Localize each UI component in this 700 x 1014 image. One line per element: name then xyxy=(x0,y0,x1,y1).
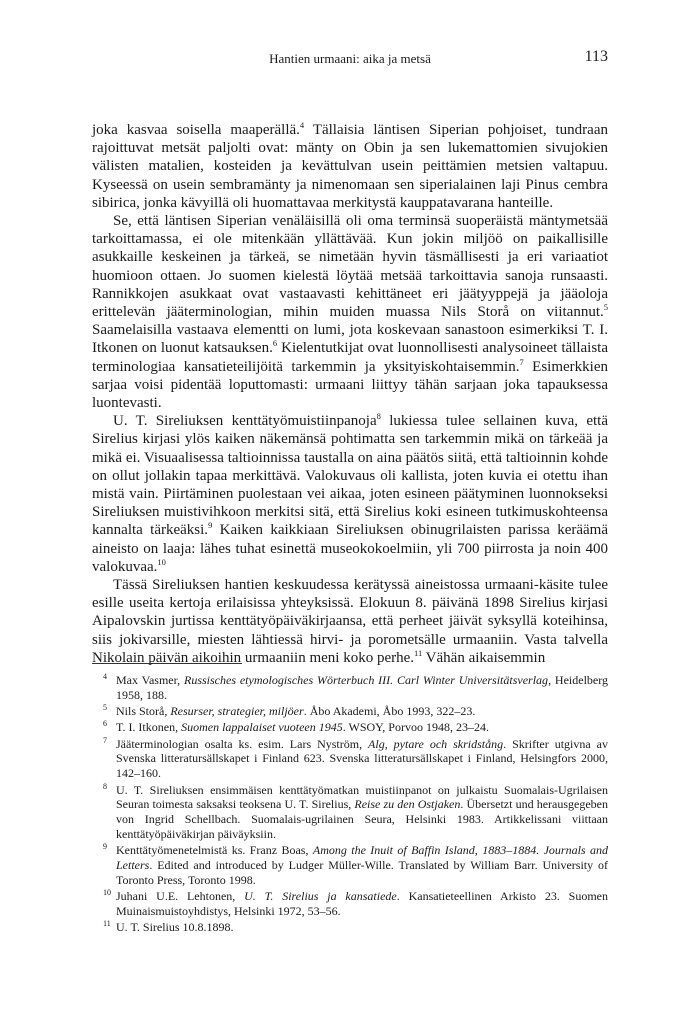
text-run: Kaiken kaikkiaan Sireliuksen obinugrilaisten parissa keräämä aineisto on laaja: lähes tuhat esinettä museokokoelmiin, yli 700 piirrosta ja noin 400 valokuvaa. xyxy=(92,522,608,575)
footnote-title: U. T. Sirelius ja kansatiede xyxy=(244,889,397,904)
footnote-number: 4 xyxy=(103,672,107,681)
text-run: Esimerkkien sarjaa voisi pidentää loputtomasti: urmaani liittyy tähän sarjaan joka tapauksessa luontevasti. xyxy=(92,358,608,412)
text-run: Saamelaisilla vastaava elementti on lumi, jota koskevaan sanastoon esimerkiksi T. I. Itkonen on luonut katsauksen. xyxy=(92,322,608,357)
paragraph-2 xyxy=(92,212,608,412)
footnote-text: . Åbo Akademi, Åbo 1993, 322–23. xyxy=(303,704,476,719)
footnote-divider xyxy=(92,663,242,664)
footnote-number: 11 xyxy=(103,919,111,929)
footnote-title: Suomen lappalaiset vuoteen 1945 xyxy=(181,720,343,735)
footnote-text: T. I. Itkonen, xyxy=(116,720,182,735)
text-run: lukiessa tulee sellainen kuva, että Sirelius kirjasi ylös kaiken näkemänsä pohtimatta sen tarkemmin mikä on tärkeää ja mikä ei. Visuaalisessa taltioinnissa taustalla on aina päätös siitä, että taltioinnin kohde on ollut jollakin tapaa merkittävä. Valokuvaus oli kallista, joten kuvia ei otettu ihan mistä vain. Piirtäminen puolestaan vei aikaa, joten esineen päätyminen luonnokseksi Sireliuksen muistivihkoon merkitsi sitä, että Sirelius koki esineen tutkimuskohteensa kannalta tärkeäksi. xyxy=(92,413,608,539)
footnote-text: U. T. Sireliuksen ensimmäisen kenttätyömatkan muistiinpanot on julkaistu Suomalais-Ugrilaisen Seuran toimesta saksaksi teoksena U. T. Sirelius, xyxy=(116,782,608,812)
footnote xyxy=(92,889,608,919)
footnote xyxy=(92,704,608,719)
footnote-text: . Übersetzt und herausgegeben von Ingrid Schellbach. Suomalais-ugrilainen Seura, Helsinki 1983. Artikkelissani viittaan kenttätyöpäiväkirjan päiväyksiin. xyxy=(116,797,608,841)
text-run: Tässä Sireliuksen hantien keskuudessa kerätyssä aineistossa urmaani-käsite tulee esille useita kertoja erilaisissa yhteyksissä. Elokuun 8. päivänä 1898 Sirelius kirjasi Aipalovskin jurtissa kenttätyöpäiväkirjaansa, että perheet jäivät syksyllä koteihinsa, siis jokivarsille, miesten lähtiessä hirvi- ja porometsälle urmaaniin. Vasta talvella Nikolain päivän aikoihin urmaaniin meni koko perhe. xyxy=(92,577,608,666)
text-run: U. T. Sireliuksen kenttätyömuistiinpanoja xyxy=(113,413,377,430)
page-number: 113 xyxy=(584,48,608,65)
footnote-text: U. T. Sirelius 10.8.1898. xyxy=(116,920,234,935)
footnote-ref[interactable]: 8 xyxy=(376,411,381,422)
paragraph-4 xyxy=(92,576,608,667)
footnote-text: Kenttätyömenetelmistä ks. Franz Boas, xyxy=(116,843,313,858)
footnote-ref[interactable]: 5 xyxy=(603,302,608,313)
footnote xyxy=(92,720,608,735)
running-head xyxy=(92,48,608,70)
running-title: Hantien urmaani: aika ja metsä xyxy=(269,51,431,66)
footnote-ref[interactable]: 4 xyxy=(299,120,305,130)
footnote-title: Reise zu den Ostjaken xyxy=(354,797,461,812)
footnote-ref[interactable]: 11 xyxy=(414,647,423,658)
footnote-text: . WSOY, Porvoo 1948, 23–24. xyxy=(342,720,489,735)
footnote xyxy=(92,737,608,781)
text-run: Tällaisia läntisen Siperian pohjoiset, tundraan rajoittuvat metsät paljolti ovat: mänty on Obin ja sen lukemattomien sivujokien välisten matalien, kosteiden ja kevättulvan usein peittämien metsien valtapuu. Kyseessä on usein sembramänty ja nimenomaan sen siperialainen laji Pinus cembra sibirica, jonka kävyillä oli huomattavaa merkitystä kauppatavarana hanteille. xyxy=(92,122,608,211)
footnote-text: Max Vasmer, xyxy=(116,673,184,687)
text-run: Kielentutkijat ovat luonnollisesti analysoineet tällaista terminologiaa kansatieteilijöitä tarkemmin ja yksityiskohtaisemmin. xyxy=(92,340,608,375)
footnote-number: 10 xyxy=(103,888,111,898)
footnote-title: Alg, pytare och skridstång xyxy=(368,736,504,751)
text-run: Se, että läntisen Siperian venäläisillä oli oma terminsä suoperäistä mäntymetsää tarkoittamassa, ei ole mitenkään yllättävää. Kun jokin miljöö on paikallisille asukkaille keskeinen ja tärkeä, se nimetään hyvin täsmällisesti ja eri variaatiot huomioon ottaen. Jo suomen kielestä löytää metsää tarkoittavia sanoja runsaasti. Rannikkojen asukkaat ovat vastaavasti kehittäneet eri jäätyyppejä ja jääoloja erittelevän jääterminologian, mihin muiden muassa Nils Storå on viitannut. xyxy=(92,213,608,321)
footnotes xyxy=(92,673,608,937)
footnote-number: 8 xyxy=(103,781,107,791)
footnote-text: . Skrifter utgivna av Svenska litteratursällskapet i Finland 623. Svenska litteratursällskapet i Finland, Helsingfors 2000, 142–160. xyxy=(116,736,608,781)
footnote-ref[interactable]: 7 xyxy=(519,356,524,367)
paragraph-3 xyxy=(92,412,608,576)
footnote-text: . Kansatieteellinen Arkisto 23. Suomen Muinaismuistoyhdistys, Helsinki 1972, 53–56. xyxy=(116,889,609,918)
footnote-number: 5 xyxy=(103,703,107,713)
footnote xyxy=(92,673,608,703)
paragraph-1 xyxy=(92,121,608,212)
footnote xyxy=(92,783,608,842)
body-text xyxy=(92,121,608,667)
footnote xyxy=(92,843,608,887)
footnote-title: Russisches etymologisches Wörterbuch III. Carl Winter Universitätsverlag xyxy=(184,673,549,687)
footnote-ref[interactable]: 9 xyxy=(208,520,213,531)
footnote-number: 7 xyxy=(103,735,107,745)
footnote-text: Juhani U.E. Lehtonen, xyxy=(116,889,245,904)
text-run: joka kasvaa soisella maaperällä. xyxy=(92,122,300,138)
text-run: Vähän aikaisemmin xyxy=(422,649,546,666)
footnote-text: . Edited and introduced by Ludger Müller-Wille. Translated by William Barr. University of Toronto Press, Toronto 1998. xyxy=(116,858,608,887)
footnote-title: Among the Inuit of Baffin Island, 1883–1884. Journals and Letters xyxy=(116,843,608,873)
footnote-ref[interactable]: 6 xyxy=(272,338,278,349)
footnote-text: , Heidelberg 1958, 188. xyxy=(116,673,609,702)
footnote-number: 9 xyxy=(103,842,107,852)
footnote-number: 6 xyxy=(103,719,107,729)
footnote-title: Resurser, strategier, miljöer xyxy=(170,704,304,719)
footnote-ref[interactable]: 10 xyxy=(157,556,166,567)
footnote xyxy=(92,920,608,935)
footnote-text: Nils Storå, xyxy=(116,704,171,719)
footnote-text: Jääterminologian osalta ks. esim. Lars Nyström, xyxy=(116,736,369,751)
